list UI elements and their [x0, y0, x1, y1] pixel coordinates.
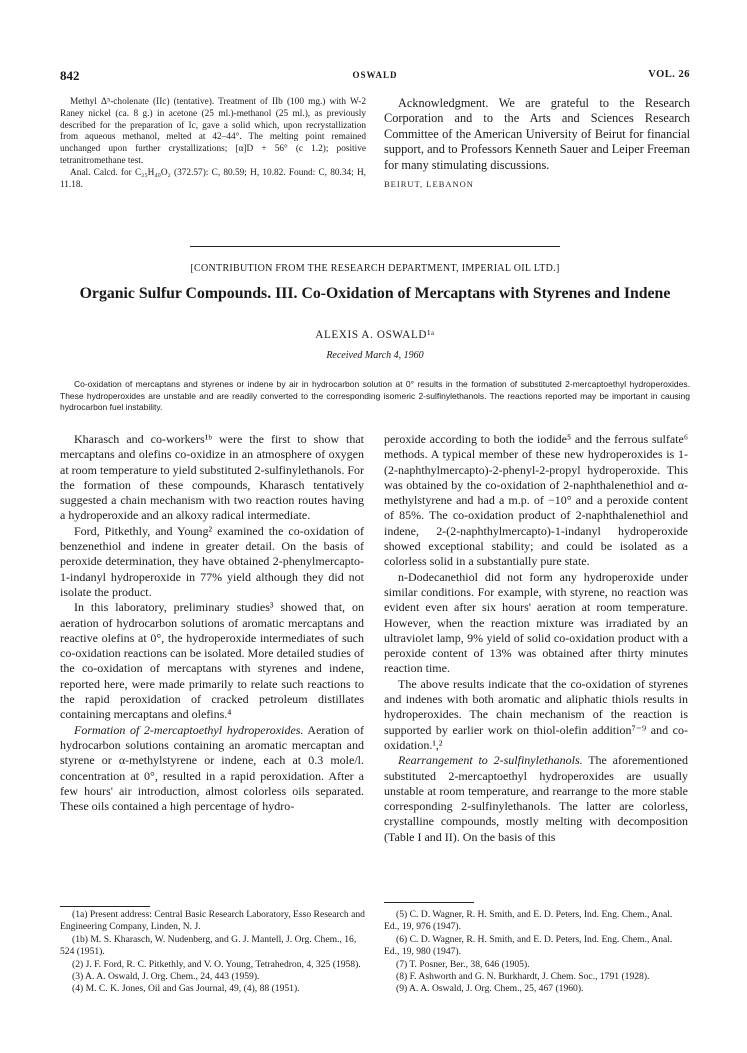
- footnote: (4) M. C. K. Jones, Oil and Gas Journal, 49, (4), 88 (1951).: [72, 983, 300, 995]
- abstract-text: Co-oxidation of mercaptans and styrenes or indene by air in hydrocarbon solution at 0° results in the formation of substituted 2-mercaptoethyl hydroperoxides. These hydroperoxides are unstable and are readily converted to the corresponding isomeric 2-sulfinylethanols. The reactions reported may be important in causing hydrocarbon fuel instability.: [60, 379, 690, 413]
- article-author: ALEXIS A. OSWALD¹ᵃ: [315, 329, 435, 341]
- body-paragraph: [384, 753, 688, 845]
- footnotes-right: [384, 909, 690, 996]
- section-heading: Rearrangement to 2-sulfinylethanols.: [398, 753, 583, 768]
- footnote: (6) C. D. Wagner, R. H. Smith, and E. D. Peters, Ind. Eng. Chem., Anal. Ed., 19, 980 (1947).: [384, 933, 673, 958]
- acknowledgment-text: Acknowledgment. We are grateful to the Research Corporation and to the Arts and Sciences Research Committee of the American University of Beirut for financial support, and to Professors Kenneth Sauer and Leiper Freeman for many stimulating discussions.: [384, 96, 690, 172]
- author-address: BEIRUT, LEBANON: [384, 179, 474, 190]
- page-number: 842: [60, 68, 80, 83]
- running-header: [60, 68, 690, 84]
- footnote-rule-left: [60, 906, 150, 907]
- body-paragraph: In this laboratory, preliminary studies³ showed that, on aeration of hydrocarbon solutions of aromatic mercaptans and reactive olefins at 0°, the hydroperoxide intermediates of such co-oxidation reactions can be isolated. More detailed studies of the co-oxidation of mercaptans with styrenes and indene, reported here, were made primarily to relate such reactions to the rapid peroxidation of cracked petroleum distillates containing mercaptans and olefins.⁴: [60, 600, 364, 722]
- analysis-paragraph: Anal. Calcd. for C₂₅H₄₀O₂ (372.57): C, 80.59; H, 10.82. Found: C, 80.34; H, 11.18.: [60, 167, 366, 190]
- article-separator-rule: [190, 246, 560, 247]
- footnote-rule-right: [384, 902, 474, 903]
- body-paragraph: Ford, Pitkethly, and Young² examined the co-oxidation of benzenethiol and indene in greater detail. On the basis of peroxide determination, they have obtained 2-phenylmercapto-1-indanyl hydroperoxide in 77% yield although they did not isolate the product.: [60, 523, 364, 599]
- footnote: (1a) Present address: Central Basic Research Laboratory, Esso Research and Engineering Company, Linden, N. J.: [60, 909, 365, 933]
- footnote: (2) J. F. Ford, R. C. Pitkethly, and V. O. Young, Tetrahedron, 4, 325 (1958).: [72, 958, 361, 970]
- body-paragraph: n-Dodecanethiol did not form any hydroperoxide under similar conditions. For example, with styrene, no reaction was evident even after six hours' aeration at room temperature. However, when the reaction mixture was irradiated by an ultraviolet lamp, 9% yield of solid co-oxidation product with a peroxide content of 13% was obtained after thirty minutes reaction time.: [384, 569, 688, 676]
- footnote: (9) A. A. Oswald, J. Org. Chem., 25, 467 (1960).: [396, 983, 584, 995]
- body-paragraph: The above results indicate that the co-oxidation of styrenes and indenes with both aromatic and aliphatic thiols results in hydroperoxides. The chain mechanism of the reaction is supported by earlier work on thiol-olefin addition⁷⁻⁹ and co-oxidation.¹,²: [384, 676, 688, 752]
- experimental-paragraph: Methyl Δ⁵-cholenate (IIc) (tentative). Treatment of IIb (100 mg.) with W-2 Raney nickel (ca. 8 g.) in acetone (25 ml.)-methanol (25 ml.), as previously described for the preparation of Ic, gave a solid which, upon recrystallization from aqueous methanol, melted at 42–44°. The melting point remained unchanged upon further crystallizations; [α]D + 56° (c 1.2); positive tetranitromethane test.: [60, 97, 366, 166]
- article-title: Organic Sulfur Compounds. III. Co-Oxidation of Mercaptans with Styrenes and Indene: [79, 285, 671, 302]
- body-column-left: [60, 432, 364, 814]
- body-paragraph: peroxide according to both the iodide⁵ and the ferrous sulfate⁶ methods. A typical member of these new hydroperoxides is 1-(2-naphthylmercapto)-2-phenyl-2-propyl hydroperoxide. This was obtained by the co-oxidation of 2-naphthalenethiol and α-methylstyrene and had a m.p. of −10° and a peroxide content of 85%. The co-oxidation product of 2-naphthalenethiol and indene, 2-(2-naphthylmercapto)-1-indanyl hydroperoxide showed exceptional stability; and could be isolated as a colorless solid in a substantially pure state.: [384, 432, 688, 569]
- received-date: Received March 4, 1960: [326, 350, 424, 361]
- body-paragraph: Kharasch and co-workers¹ᵇ were the first to show that mercaptans and olefins co-oxidize in an atmosphere of oxygen at room temperature to yield substituted 2-sulfinylethanols. For the formation of these compounds, Kharasch tentatively suggested a chain mechanism with two reaction routes having a hydroperoxide and an alkoxy radical intermediate.: [60, 432, 364, 523]
- section-text: Aeration of hydrocarbon solutions containing an aromatic mercaptan and styrene or α-methylstyrene or indene, each at 0.3 mole/l. concentration at 0°, resulted in a rapid peroxidation. After a few hours' air introduction, almost colorless oils separated. These oils contained a high percentage of hydro-: [60, 722, 364, 814]
- section-heading: Formation of 2-mercaptoethyl hydroperoxides.: [74, 722, 304, 737]
- section-text: The aforementioned substituted 2-mercaptoethyl hydroperoxides are usually unstable at room temperature, and rearrange to the more stable corresponding 2-sulfinylethanols. The latter are colorless, crystalline compounds, mostly melting with decomposition (Table I and II). On the basis of this: [384, 753, 688, 844]
- footnotes-left: [60, 909, 366, 996]
- acknowledgment-section: [384, 96, 690, 192]
- previous-article-experimental: [60, 97, 366, 191]
- running-author: OSWALD: [352, 70, 398, 80]
- body-column-right: [384, 432, 688, 845]
- footnote: (8) F. Ashworth and G. N. Burkhardt, J. Chem. Soc., 1791 (1928).: [396, 971, 650, 983]
- contribution-line: [CONTRIBUTION FROM THE RESEARCH DEPARTMENT, IMPERIAL OIL LTD.]: [190, 263, 560, 274]
- abstract: [60, 379, 690, 414]
- volume-label: VOL. 26: [648, 69, 690, 80]
- footnote: (7) T. Posner, Ber., 38, 646 (1905).: [396, 958, 530, 970]
- footnote: (5) C. D. Wagner, R. H. Smith, and E. D. Peters, Ind. Eng. Chem., Anal. Ed., 19, 976 (1947).: [384, 909, 673, 933]
- footnote: (3) A. A. Oswald, J. Org. Chem., 24, 443 (1959).: [72, 971, 260, 983]
- body-paragraph: [60, 723, 364, 815]
- footnote: (1b) M. S. Kharasch, W. Nudenberg, and G. J. Mantell, J. Org. Chem., 16, 524 (1951).: [60, 933, 357, 958]
